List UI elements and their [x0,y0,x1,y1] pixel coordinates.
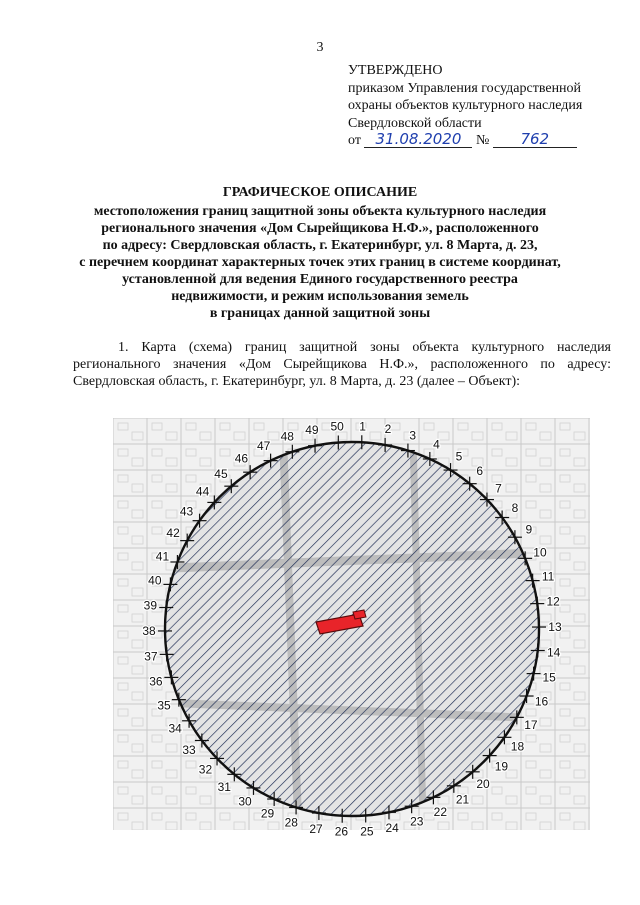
boundary-point-label: 10 [533,545,547,560]
approval-stamp [348,62,582,150]
boundary-point-label: 30 [238,794,252,809]
approval-date: 31.08.2020 [364,132,472,148]
boundary-point-label: 23 [410,814,424,829]
approval-from-label: от [348,133,361,148]
approval-line: охраны объектов культурного наследия [348,98,583,113]
approval-title: УТВЕРЖДЕНО [348,63,443,78]
heading-line: по адресу: Свердловская область, г. Екатеринбург, ул. 8 Марта, д. 23, [102,238,538,253]
boundary-point-label: 2 [384,422,392,437]
page-number: 3 [316,40,324,55]
boundary-point-label: 17 [524,717,538,732]
boundary-point-label: 24 [385,820,399,835]
boundary-point-label: 32 [198,762,213,777]
heading-line: местоположения границ защитной зоны объекта культурного наследия [93,204,547,219]
boundary-point-label: 36 [149,674,163,689]
boundary-point-label: 38 [142,624,156,639]
boundary-point-label: 35 [157,698,171,713]
heading-line: установленной для ведения Единого государственного реестра [122,272,518,287]
boundary-point-label: 3 [409,428,417,443]
intro-paragraph [73,339,611,390]
boundary-point-label: 18 [510,739,525,754]
boundary-point-label: 7 [495,481,502,496]
approval-number: 762 [493,132,577,148]
boundary-point-label: 14 [546,645,561,660]
zone-map [113,418,590,839]
boundary-point-label: 26 [334,824,349,839]
boundary-point-label: 50 [330,419,344,434]
boundary-point-label: 40 [148,573,162,588]
protective-zone-hatch [165,442,539,816]
approval-line: Свердловской области [348,115,482,131]
heading-line: регионального значения «Дом Сырейщикова Н.Ф.», расположенного [101,221,539,236]
boundary-point-label: 34 [168,721,182,736]
boundary-point-label: 12 [546,594,560,609]
zone-map-svg [113,418,590,839]
approval-date-number-row [348,132,582,150]
intro-text: 1. Карта (схема) границ защитной зоны объекта культурного наследия регионального значения «Дом Сырейщикова Н.Ф.», расположенного по адресу: Свердловская область, г. Екатеринбург, ул. 8 Марта, д. 23 (далее – Объект): [73,340,611,389]
heading-line: в границах данной защитной зоны [209,306,431,321]
boundary-point-label: 48 [280,429,294,444]
heritage-object-annex [353,610,366,619]
boundary-point-label: 20 [476,777,490,792]
heading-line: недвижимости, и режим использования земель [171,289,469,304]
heading-title: ГРАФИЧЕСКОЕ ОПИСАНИЕ [222,185,418,200]
boundary-point-label: 9 [525,522,533,537]
boundary-point-label: 1 [359,419,366,434]
boundary-point-label: 42 [166,526,180,541]
boundary-point-label: 21 [455,792,470,807]
boundary-point-label: 6 [476,464,484,479]
boundary-point-label: 5 [455,449,463,464]
boundary-point-label: 13 [548,619,562,634]
boundary-point-label: 41 [155,549,170,564]
boundary-point-label: 39 [143,598,158,613]
boundary-point-label: 45 [214,466,228,481]
approval-line: приказом Управления государственной [348,80,582,96]
boundary-point-label: 16 [534,694,549,709]
boundary-point-label: 25 [360,824,374,839]
boundary-point-label: 28 [284,815,298,830]
document-heading [40,184,600,322]
boundary-point-label: 47 [256,439,271,454]
boundary-point-label: 33 [182,743,196,758]
heading-line: с перечнем координат характерных точек этих границ в системе координат, [79,255,561,270]
boundary-point-label: 31 [217,779,231,794]
boundary-point-label: 44 [195,484,210,499]
boundary-point-label: 46 [234,451,249,466]
boundary-point-label: 15 [542,670,556,685]
approval-number-label: № [475,133,490,148]
boundary-point-label: 8 [511,500,519,515]
boundary-point-label: 4 [433,437,440,452]
boundary-point-label: 11 [541,569,555,584]
boundary-point-label: 37 [144,649,158,664]
boundary-point-label: 19 [494,759,509,774]
boundary-point-label: 43 [179,504,194,519]
boundary-point-label: 27 [309,821,323,836]
boundary-point-label: 22 [433,804,448,819]
boundary-point-label: 29 [260,806,275,821]
boundary-point-label: 49 [305,423,319,438]
